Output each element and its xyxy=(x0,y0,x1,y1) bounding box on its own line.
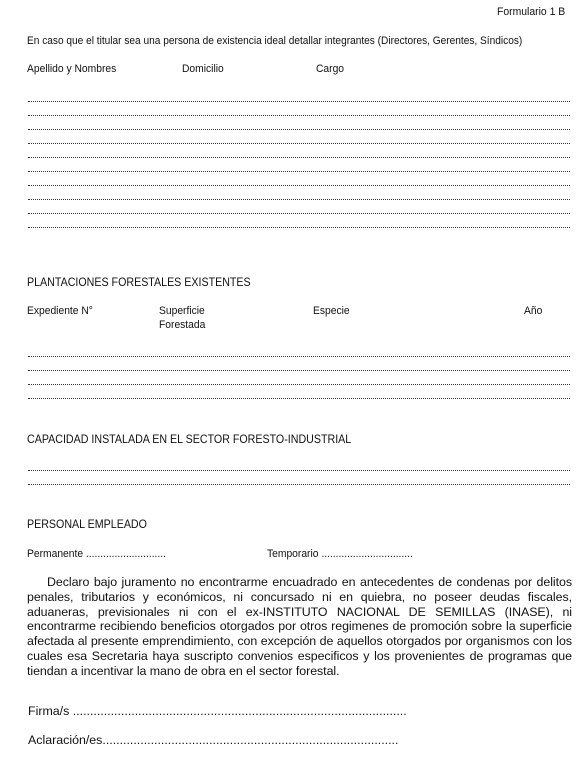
temporario-field[interactable]: Temporario ................................ xyxy=(267,548,413,560)
members-dotted-line[interactable] xyxy=(28,171,570,173)
members-dotted-line[interactable] xyxy=(28,185,570,187)
capacidad-heading: CAPACIDAD INSTALADA EN EL SECTOR FORESTO-INDUSTRIAL xyxy=(27,433,352,446)
members-dotted-line[interactable] xyxy=(28,227,570,229)
capacidad-dotted-line[interactable] xyxy=(28,470,570,472)
plantaciones-dotted-line[interactable] xyxy=(28,356,570,358)
intro-text: En caso que el titular sea una persona de existencia ideal detallar integrantes (Directores, Gerentes, Síndicos) xyxy=(27,35,523,47)
declaration-paragraph: Declaro bajo juramento no encontrarme encuadrado en antecedentes de condenas por delitos penales, tributarios y económicos, ni concursado ni en quiebra, no poseer deudas fiscales, aduaneras, previsionales ni con el ex-INSTITUTO NACIONAL DE SEMILLAS (INASE), ni encontrarme recibiendo beneficios otorgados por otros regimenes de promoción sobre la superficie afectada al presente emprendimiento, con excepción de aquellos otorgados por organismos con los cuales esa Secretaria haya suscripto convenios especificos y los provenientes de programas que tiendan a incentivar la mano de obra en el sector forestal. xyxy=(27,575,572,678)
members-dotted-line[interactable] xyxy=(28,213,570,215)
members-dotted-line[interactable] xyxy=(28,129,570,131)
plantaciones-heading: PLANTACIONES FORESTALES EXISTENTES xyxy=(27,276,251,289)
column-apellido-nombres: Apellido y Nombres xyxy=(27,63,117,75)
column-anio: Año xyxy=(524,305,543,317)
capacidad-dotted-line[interactable] xyxy=(28,484,570,486)
column-domicilio: Domicilio xyxy=(182,63,224,75)
members-dotted-line[interactable] xyxy=(28,199,570,201)
column-superficie: Superficie xyxy=(159,305,205,317)
plantaciones-dotted-line[interactable] xyxy=(28,384,570,386)
personal-heading: PERSONAL EMPLEADO xyxy=(27,518,147,531)
form-label: Formulario 1 B xyxy=(497,6,566,18)
column-cargo: Cargo xyxy=(316,63,345,75)
plantaciones-dotted-line[interactable] xyxy=(28,398,570,400)
members-dotted-line[interactable] xyxy=(28,101,570,103)
members-dotted-line[interactable] xyxy=(28,157,570,159)
aclaracion-field[interactable]: Aclaración/es...................................................................................... xyxy=(28,733,399,747)
column-especie: Especie xyxy=(313,305,350,317)
plantaciones-dotted-line[interactable] xyxy=(28,370,570,372)
members-dotted-line[interactable] xyxy=(28,143,570,145)
firma-field[interactable]: Firma/s ................................................................................................. xyxy=(28,704,407,718)
column-forestada: Forestada xyxy=(159,319,206,331)
column-expediente: Expediente N° xyxy=(27,305,93,317)
permanente-field[interactable]: Permanente ............................ xyxy=(27,548,167,560)
members-dotted-line[interactable] xyxy=(28,115,570,117)
